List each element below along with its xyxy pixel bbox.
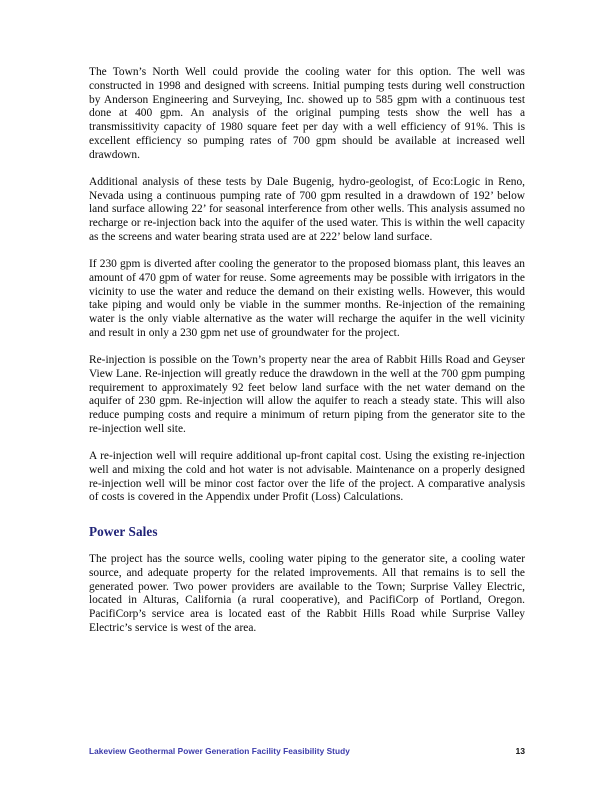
footer-page-number: 13 — [515, 746, 525, 756]
section-heading-power-sales: Power Sales — [89, 524, 158, 539]
paragraph-reinjection-cost: A re-injection well will require additional up-front capital cost. Using the existing re-injection well and mixing the cold and hot water is not advisable. Maintenance on a properly designed re-injection well will be minor cost factor over the life of the project. A comparative analysis of costs is covered in the Appendix under Profit (Loss) Calculations. — [89, 450, 525, 504]
page-body-content — [89, 66, 525, 636]
paragraph-power-providers: The project has the source wells, cooling water piping to the generator site, a cooling water source, and adequate property for the related improvements. All that remains is to sell the generated power. Two power providers are available to the Town; Surprise Valley Electric, located in Alturas, California (a rural cooperative), and PacifiCorp of Portland, Oregon. PacifiCorp’s service area is located east of the Rabbit Hills Road while Surprise Valley Electric’s service is west of the area. — [89, 553, 525, 634]
page-footer — [89, 744, 525, 758]
footer-document-title: Lakeview Geothermal Power Generation Facility Feasibility Study — [89, 746, 350, 756]
paragraph-reinjection-location: Re-injection is possible on the Town’s property near the area of Rabbit Hills Road and Geyser View Lane. Re-injection will greatly reduce the drawdown in the well at the 700 gpm pumping requirement to approximately 92 feet below land surface with the net water demand on the aquifer of 230 gpm. Re-injection will allow the aquifer to reach a steady state. This will also reduce pumping costs and require a minimum of return piping from the generator site to the re-injection well site. — [89, 354, 525, 435]
paragraph-diverted-flow: If 230 gpm is diverted after cooling the generator to the proposed biomass plant, this leaves an amount of 470 gpm of water for reuse. Some agreements may be possible with irrigators in the vicinity to use the water and reduce the demand on their existing wells. However, this would take piping and would only be viable in the summer months. Re-injection of the remaining water is the only viable alternative as the water will recharge the aquifer in the well vicinity and result in only a 230 gpm net use of groundwater for the project. — [89, 258, 525, 339]
paragraph-additional-analysis: Additional analysis of these tests by Dale Bugenig, hydro-geologist, of Eco:Logic in Reno, Nevada using a continuous pumping rate of 700 gpm resulted in a drawdown of 192’ below land surface allowing 22’ for seasonal interference from other wells. This analysis assumed no recharge or re-injection back into the aquifer of the used water. This is within the well capacity as the screens and water bearing strata used are at 222’ below land surface. — [89, 175, 525, 243]
paragraph-north-well: The Town’s North Well could provide the cooling water for this option. The well was constructed in 1998 and designed with screens. Initial pumping tests during well construction by Anderson Engineering and Surveying, Inc. showed up to 585 gpm with a continuous test done at 400 gpm. An analysis of the original pumping tests show the well has a transmissitivity capacity of 1980 square feet per day with a well efficiency of 91%. This is excellent efficiency so pumping rates of 700 gpm should be available at increased well drawdown. — [89, 66, 525, 161]
